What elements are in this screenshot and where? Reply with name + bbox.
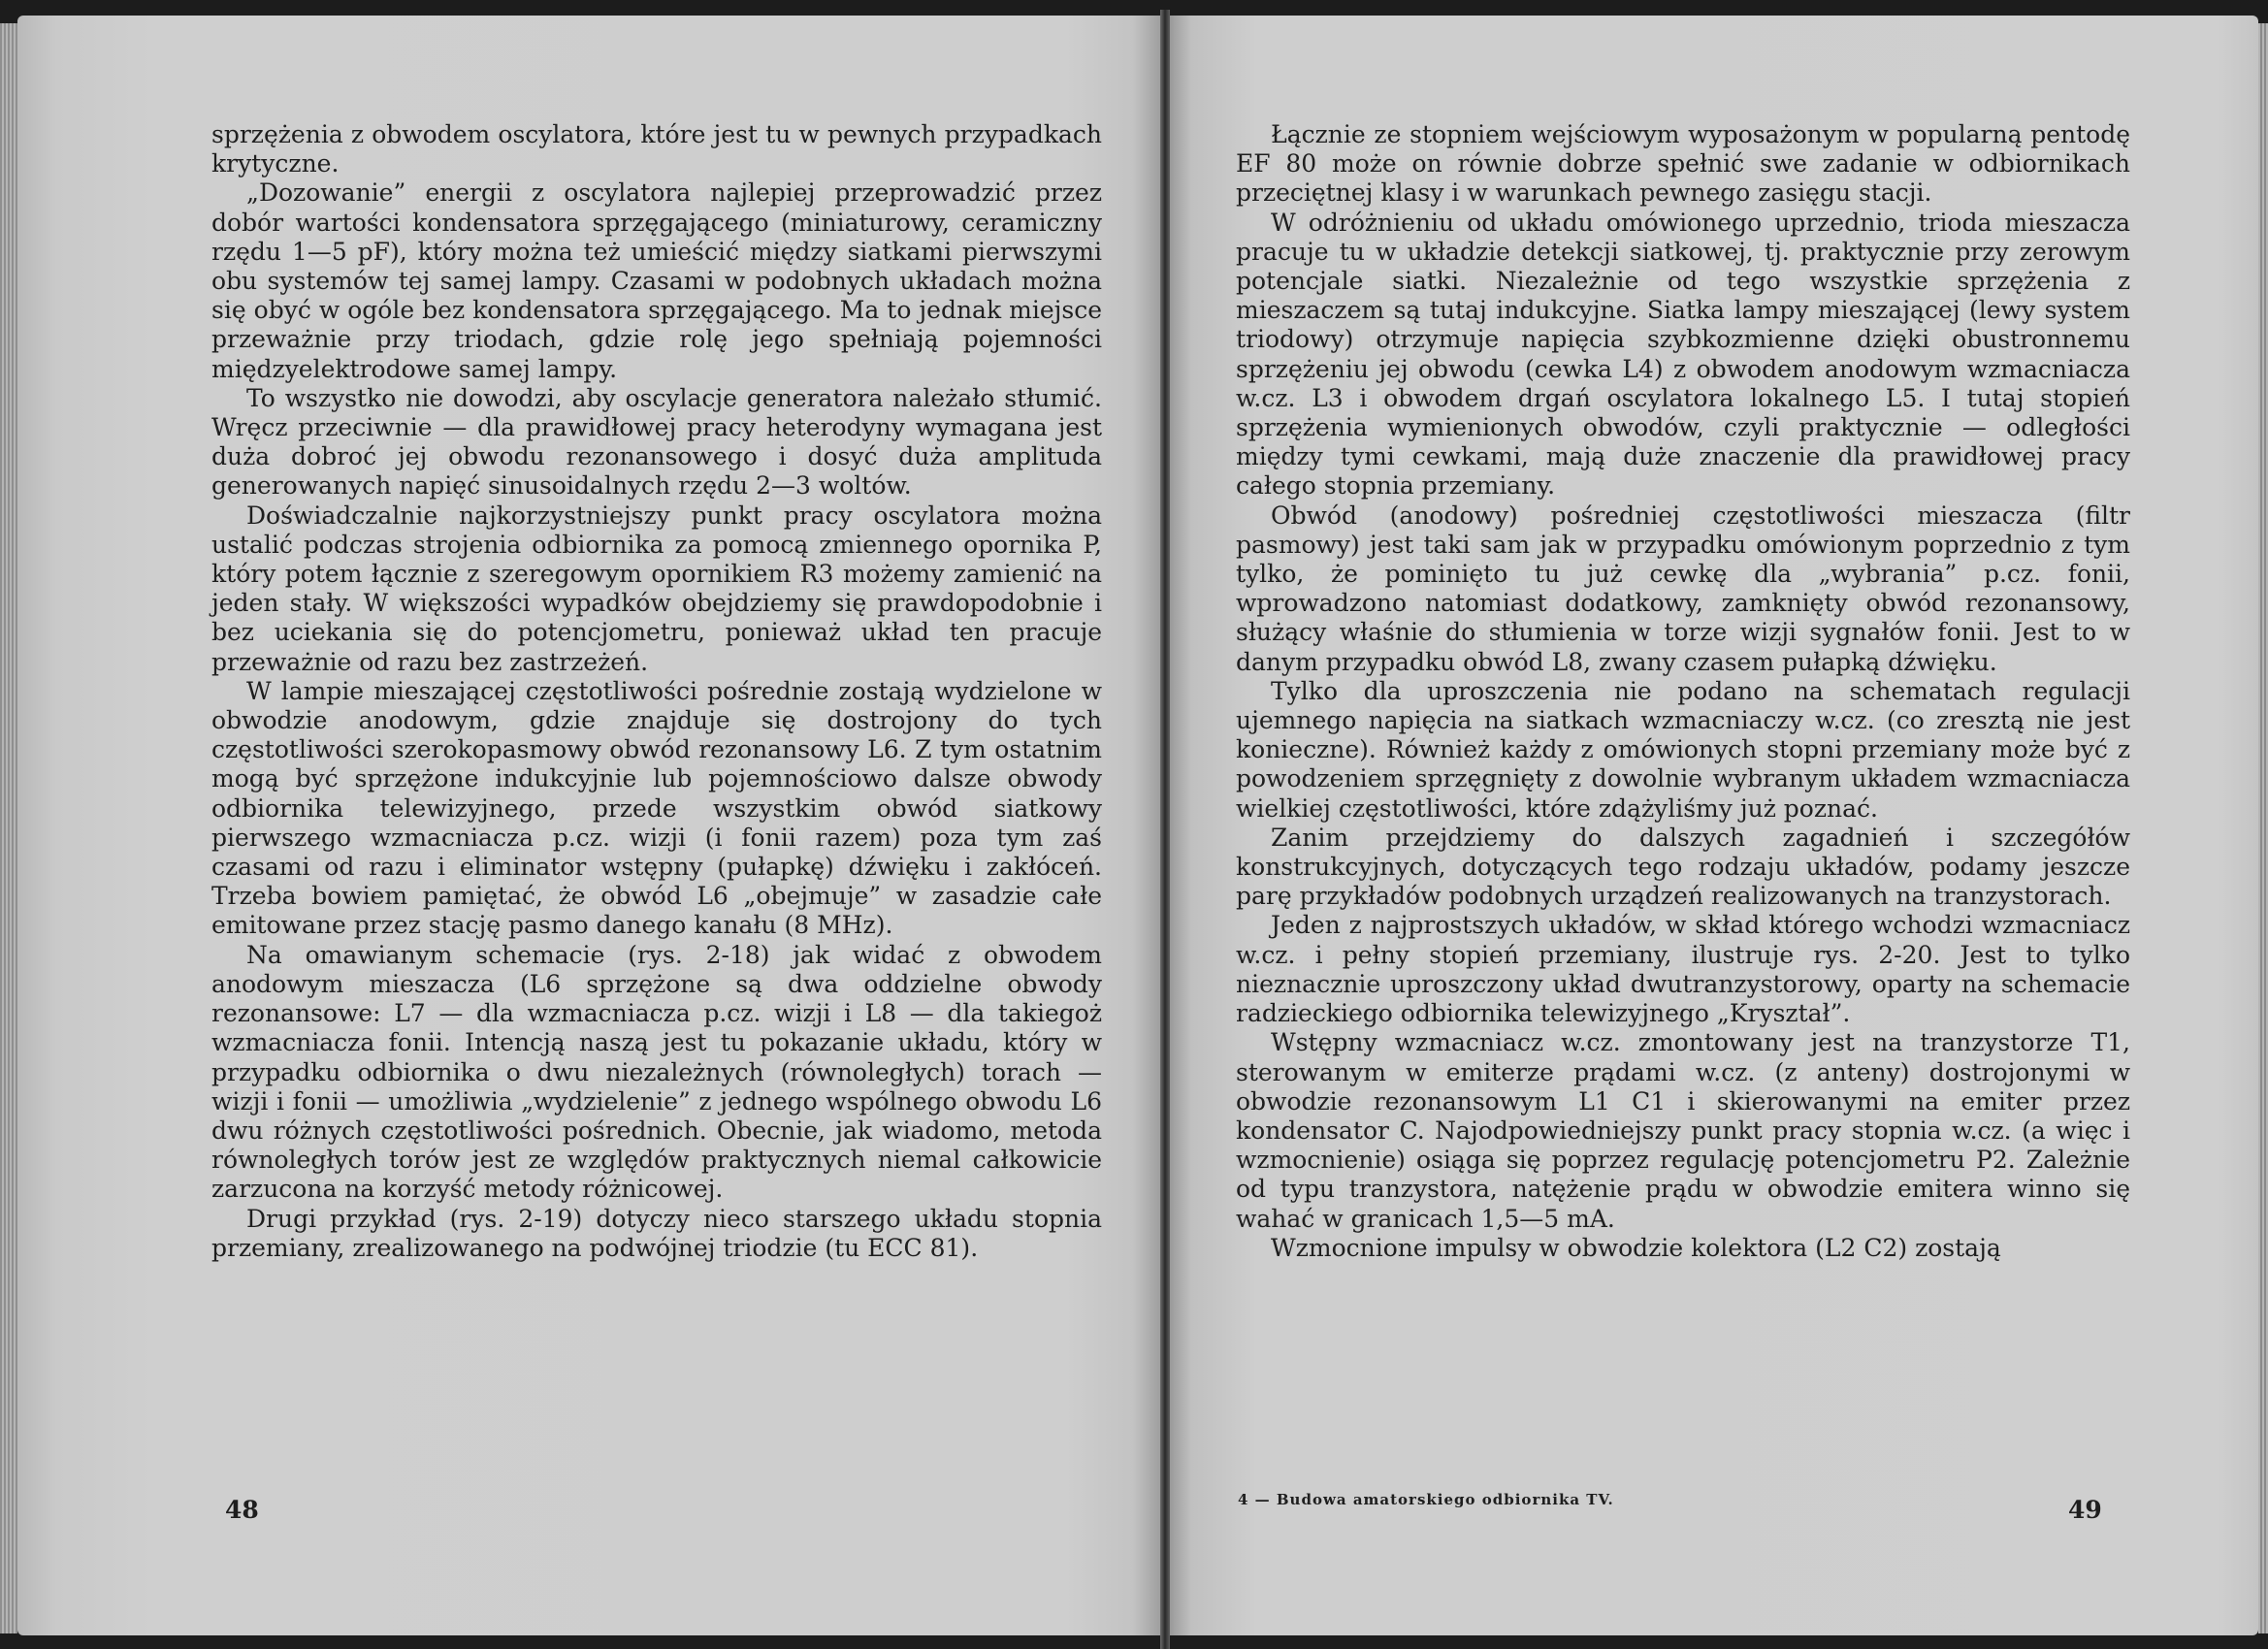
paragraph: Na omawianym schemacie (rys. 2-18) jak widać z obwodem anodowym mieszacza (L6 sprzężone są dwa oddzielne obwody rezonansowe: L7 — dla wzmacniacza p.cz. wizji i L8 — dla takiegoż wzmacniacza fonii. Intencją naszą jest tu pokazanie układu, który w przypadku odbiornika o dwu niezależnych (równoległych) torach — wizji i fonii — umożliwia „wydzielenie” z jednego wspólnego obwodu L6 dwu różnych częstotliwości pośrednich. Obecnie, jak wiadomo, metoda równoległych torów jest ze względów praktycznych niemal całkowicie zarzucona na korzyść metody różnicowej. xyxy=(211,940,1102,1204)
paragraph: W lampie mieszającej częstotliwości pośrednie zostają wydzielone w obwodzie anodowym, gdzie znajduje się dostrojony do tych częstotliwości szerokopasmowy obwód rezonansowy L6. Z tym ostatnim mogą być sprzężone indukcyjnie lub pojemnościowo dalsze obwody odbiornika telewizyjnego, przede wszystkim obwód siatkowy pierwszego wzmacniacza p.cz. wizji (i fonii razem) poza tym zaś czasami od razu i eliminator wstępny (pułapkę) dźwięku i zakłóceń. Trzeba bowiem pamiętać, że obwód L6 „obejmuje” w zasadzie całe emitowane przez stację pasmo danego kanału (8 MHz). xyxy=(211,676,1102,940)
left-page-text xyxy=(211,120,1102,1263)
paragraph: W odróżnieniu od układu omówionego uprzednio, trioda mieszacza pracuje tu w układzie detekcji siatkowej, tj. praktycznie przy zerowym potencjale siatki. Niezależnie od tego wszystkie sprzężenia z mieszaczem są tutaj indukcyjne. Siatka lampy mieszającej (lewy system triodowy) otrzymuje napięcia szybkozmienne dzięki obustronnemu sprzężeniu jej obwodu (cewka L4) z obwodem anodowym wzmacniacza w.cz. L3 i obwodem drgań oscylatora lokalnego L5. I tutaj stopień sprzężenia wymienionych obwodów, czyli praktycznie — odległości między tymi cewkami, mają duże znaczenie dla prawidłowej pracy całego stopnia przemiany. xyxy=(1236,208,2130,501)
paragraph: Wzmocnione impulsy w obwodzie kolektora (L2 C2) zostają xyxy=(1271,1233,2001,1262)
paragraph: „Dozowanie” energii z oscylatora najlepiej przeprowadzić przez dobór wartości kondensatora sprzęgającego (miniaturowy, ceramiczny rzędu 1—5 pF), który można też umieścić między siatkami pierwszymi obu systemów tej samej lampy. Czasami w podobnych układach można się obyć w ogóle bez kondensatora sprzęgającego. Ma to jednak miejsce przeważnie przy triodach, gdzie rolę jego spełniają pojemności międzyelektrodowe samej lampy. xyxy=(211,178,1102,383)
page-edges-right xyxy=(2258,23,2268,1633)
paragraph: Obwód (anodowy) pośredniej częstotliwości mieszacza (filtr pasmowy) jest taki sam jak w przypadku omówionym poprzednio z tym tylko, że pominięto tu już cewkę dla „wybrania” p.cz. fonii, wprowadzono natomiast dodatkowy, zamknięty obwód rezonansowy, służący właśnie do stłumienia w torze wizji sygnałów fonii. Jest to w danym przypadku obwód L8, zwany czasem pułapką dźwięku. xyxy=(1236,501,2130,676)
paragraph: Łącznie ze stopniem wejściowym wyposażonym w popularną pentodę EF 80 może on równie dobrze spełnić swe zadanie w odbiornikach przeciętnej klasy i w warunkach pewnego zasięgu stacji. xyxy=(1236,120,2130,208)
paragraph: To wszystko nie dowodzi, aby oscylacje generatora należało stłumić. Wręcz przeciwnie — dla prawidłowej pracy heterodyny wymagana jest duża dobroć jej obwodu rezonansowego i dosyć duża amplituda generowanych napięć sinusoidalnych rzędu 2—3 woltów. xyxy=(211,383,1102,501)
page-number-left: 48 xyxy=(225,1496,259,1524)
page-number-right: 49 xyxy=(2068,1496,2102,1524)
paragraph: Zanim przejdziemy do dalszych zagadnień i szczegółów konstrukcyjnych, dotyczących tego rodzaju układów, podamy jeszcze parę przykładów podobnych urządzeń realizowanych na tranzystorach. xyxy=(1236,823,2130,911)
left-page xyxy=(17,16,1160,1635)
paragraph: Jeden z najprostszych układów, w skład którego wchodzi wzmacniacz w.cz. i pełny stopień przemiany, ilustruje rys. 2-20. Jest to tylko nieznacznie uproszczony układ dwutranzystorowy, oparty na schemacie radzieckiego odbiornika telewizyjnego „Kryształ”. xyxy=(1236,911,2130,1028)
paragraph: Drugi przykład (rys. 2-19) dotyczy nieco starszego układu stopnia przemiany, zrealizowanego na podwójnej triodzie (tu ECC 81). xyxy=(211,1204,1102,1262)
right-page xyxy=(1170,16,2258,1635)
signature-mark: 4 — Budowa amatorskiego odbiornika TV. xyxy=(1238,1491,1614,1508)
paragraph: Wstępny wzmacniacz w.cz. zmontowany jest na tranzystorze T1, sterowanym w emiterze prądami w.cz. (z anteny) dostrojonymi w obwodzie rezonansowym L1 C1 i skierowanymi na emiter przez kondensator C. Najodpowiedniejszy punkt pracy stopnia w.cz. (a więc i wzmocnienie) osiąga się poprzez regulację potencjometru P2. Zależnie od typu tranzystora, natężenie prądu w obwodzie emitera winno się wahać w granicach 1,5—5 mA. xyxy=(1236,1028,2130,1233)
right-page-text xyxy=(1236,120,2130,1263)
paragraph: Doświadczalnie najkorzystniejszy punkt pracy oscylatora można ustalić podczas strojenia odbiornika za pomocą zmiennego opornika P, który potem łącznie z szeregowym opornikiem R3 możemy zamienić na jeden stały. W większości wypadków obejdziemy się prawdopodobnie i bez uciekania się do potencjometru, ponieważ układ ten pracuje przeważnie od razu bez zastrzeżeń. xyxy=(211,501,1102,676)
page-edges-left xyxy=(0,23,17,1633)
paragraph: Tylko dla uproszczenia nie podano na schematach regulacji ujemnego napięcia na siatkach wzmacniaczy w.cz. (co zresztą nie jest konieczne). Również każdy z omówionych stopni przemiany może być z powodzeniem sprzęgnięty z dowolnie wybranym układem wzmacniacza wielkiej częstotliwości, które zdążyliśmy już poznać. xyxy=(1236,676,2130,823)
paragraph: sprzężenia z obwodem oscylatora, które jest tu w pewnych przypadkach krytyczne. xyxy=(211,120,1102,178)
book-gutter xyxy=(1160,10,1170,1649)
